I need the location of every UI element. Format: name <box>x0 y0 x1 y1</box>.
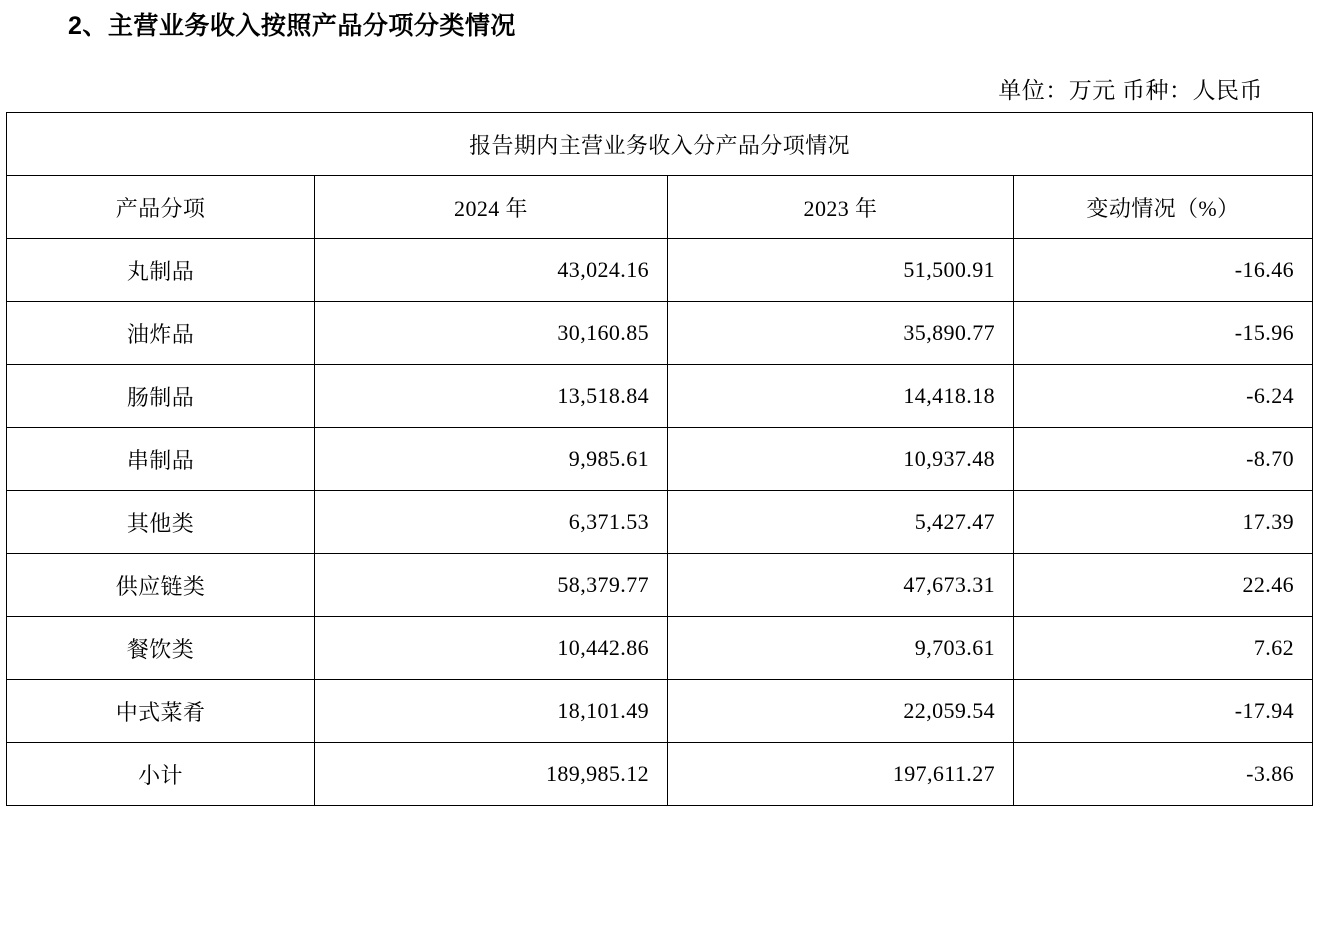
table-row <box>7 491 1313 554</box>
row-label: 其他类 <box>7 491 315 554</box>
table-title-row <box>7 113 1313 176</box>
cell-y2024: 30,160.85 <box>315 302 668 365</box>
table-row <box>7 680 1313 743</box>
cell-y2023: 9,703.61 <box>668 617 1014 680</box>
page-title: 2、主营业务收入按照产品分项分类情况 <box>68 12 516 40</box>
cell-change: 7.62 <box>1014 617 1313 680</box>
cell-y2024: 18,101.49 <box>315 680 668 743</box>
table-title: 报告期内主营业务收入分产品分项情况 <box>7 113 1313 176</box>
table-row <box>7 617 1313 680</box>
cell-change: -15.96 <box>1014 302 1313 365</box>
table-row <box>7 365 1313 428</box>
cell-y2024: 6,371.53 <box>315 491 668 554</box>
cell-change: -8.70 <box>1014 428 1313 491</box>
cell-y2024: 43,024.16 <box>315 239 668 302</box>
row-label: 串制品 <box>7 428 315 491</box>
cell-y2023: 35,890.77 <box>668 302 1014 365</box>
cell-y2023: 47,673.31 <box>668 554 1014 617</box>
column-header-product: 产品分项 <box>7 176 315 239</box>
cell-y2023: 197,611.27 <box>668 743 1014 806</box>
cell-y2024: 13,518.84 <box>315 365 668 428</box>
row-label: 小计 <box>7 743 315 806</box>
row-label: 餐饮类 <box>7 617 315 680</box>
table-row <box>7 428 1313 491</box>
cell-y2023: 10,937.48 <box>668 428 1014 491</box>
unit-currency-note: 单位：万元 币种：人民币 <box>998 78 1263 103</box>
table-header-row <box>7 176 1313 239</box>
row-label: 中式菜肴 <box>7 680 315 743</box>
row-label: 丸制品 <box>7 239 315 302</box>
cell-y2024: 9,985.61 <box>315 428 668 491</box>
cell-y2024: 58,379.77 <box>315 554 668 617</box>
cell-y2023: 14,418.18 <box>668 365 1014 428</box>
cell-change: 22.46 <box>1014 554 1313 617</box>
table-row-subtotal <box>7 743 1313 806</box>
cell-y2023: 51,500.91 <box>668 239 1014 302</box>
cell-change: -6.24 <box>1014 365 1313 428</box>
revenue-breakdown-table <box>6 112 1313 806</box>
row-label: 供应链类 <box>7 554 315 617</box>
column-header-year-2023: 2023 年 <box>668 176 1014 239</box>
row-label: 肠制品 <box>7 365 315 428</box>
column-header-year-2024: 2024 年 <box>315 176 668 239</box>
cell-change: -3.86 <box>1014 743 1313 806</box>
cell-change: -16.46 <box>1014 239 1313 302</box>
cell-y2023: 22,059.54 <box>668 680 1014 743</box>
cell-change: 17.39 <box>1014 491 1313 554</box>
table-row <box>7 554 1313 617</box>
column-header-change: 变动情况（%） <box>1014 176 1313 239</box>
row-label: 油炸品 <box>7 302 315 365</box>
cell-change: -17.94 <box>1014 680 1313 743</box>
cell-y2024: 10,442.86 <box>315 617 668 680</box>
cell-y2023: 5,427.47 <box>668 491 1014 554</box>
cell-y2024: 189,985.12 <box>315 743 668 806</box>
table-row <box>7 239 1313 302</box>
table-row <box>7 302 1313 365</box>
